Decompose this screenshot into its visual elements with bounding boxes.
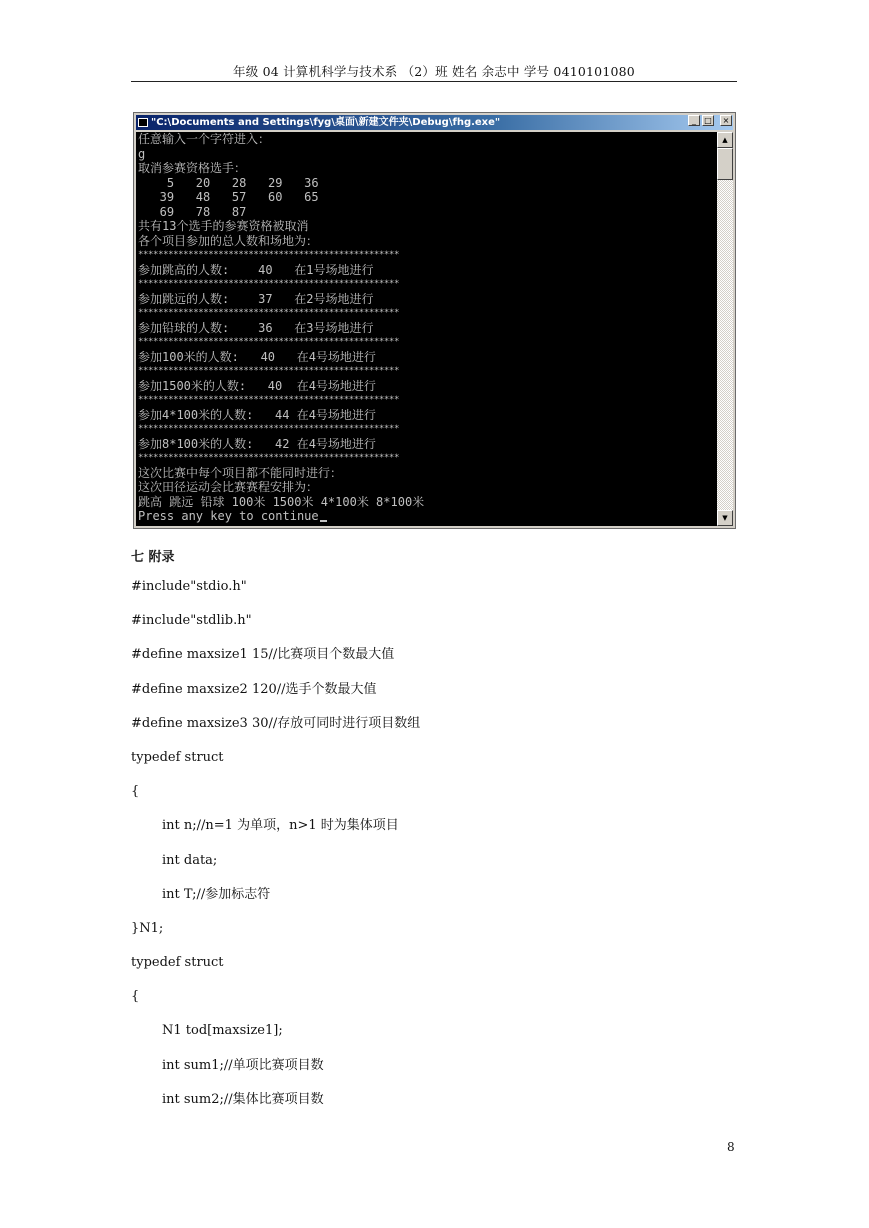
console-line: 这次比赛中每个项目都不能同时进行： [138, 465, 343, 480]
scroll-up-button[interactable]: ▲ [717, 132, 733, 148]
code-line: typedef struct [131, 749, 224, 765]
console-window [133, 112, 736, 529]
header-rule [131, 81, 737, 82]
page-header: 年级 04 计算机科学与技术系 （2）班 姓名 余志中 学号 0410101080 [233, 64, 635, 79]
section-heading: 七 附录 [131, 550, 175, 565]
console-line: 参加8*100米的人数: 42 在4号场地进行 [138, 436, 376, 451]
console-line: 取消参赛资格选手： [138, 161, 247, 175]
page-number: 8 [727, 1140, 735, 1154]
console-line: 参加跳高的人数: 40 在1号场地进行 [138, 262, 374, 277]
code-line: int sum1;//单项比赛项目数 [162, 1057, 324, 1073]
vertical-scrollbar[interactable] [717, 132, 733, 526]
console-line: **************************************************** [138, 395, 399, 405]
console-line: **************************************************** [138, 308, 399, 318]
console-line: 39 48 57 60 65 [138, 190, 319, 204]
code-line: }N1; [131, 920, 164, 936]
code-line: { [131, 989, 140, 1005]
console-title: "C:\Documents and Settings\fyg\桌面\新建文件夹\Debug\fhg.exe" [151, 117, 501, 128]
code-line: #include"stdio.h" [131, 579, 247, 594]
code-line: int sum2;//集体比赛项目数 [162, 1091, 324, 1107]
code-line: typedef struct [131, 955, 224, 971]
code-line: #define maxsize1 15//比赛项目个数最大值 [131, 647, 395, 663]
console-line: 这次田径运动会比赛赛程安排为： [138, 480, 319, 494]
scroll-down-button[interactable]: ▼ [717, 510, 733, 526]
console-app-icon [138, 118, 148, 127]
code-listing [131, 578, 751, 1125]
console-line: 参加100米的人数: 40 在4号场地进行 [138, 349, 376, 364]
console-screen[interactable] [136, 132, 717, 526]
console-line: g [138, 146, 146, 161]
code-line: { [131, 784, 140, 800]
code-line: #include"stdlib.h" [131, 613, 252, 629]
code-line: int T;//参加标志符 [162, 886, 271, 902]
console-line: 任意输入一个字符进入： [138, 132, 271, 146]
window-controls-gap [716, 115, 718, 126]
console-line: **************************************************** [138, 279, 399, 289]
console-line: 参加4*100米的人数: 44 在4号场地进行 [138, 407, 376, 422]
console-line: 共有13个选手的参赛资格被取消 [138, 219, 309, 233]
code-line: int n;//n=1 为单项，n>1 时为集体项目 [162, 818, 399, 834]
console-line: 参加跳远的人数: 37 在2号场地进行 [138, 291, 374, 306]
console-line: **************************************************** [138, 366, 399, 376]
code-line: #define maxsize2 120//选手个数最大值 [131, 681, 377, 697]
console-line: **************************************************** [138, 337, 399, 347]
code-line: #define maxsize3 30//存放可同时进行项目数组 [131, 715, 421, 731]
close-button[interactable]: × [720, 115, 732, 126]
console-line: 跳高 跳远 铅球 100米 1500米 4*100米 8*100米 [138, 494, 425, 509]
console-line: **************************************************** [138, 453, 399, 463]
console-titlebar[interactable] [136, 115, 733, 130]
console-line: 各个项目参加的总人数和场地为： [138, 233, 319, 248]
console-line: 参加铅球的人数: 36 在3号场地进行 [138, 320, 374, 335]
console-line: Press any key to continue [136, 509, 717, 524]
console-line: 69 78 87 [138, 204, 247, 219]
minimize-button[interactable]: _ [688, 115, 700, 126]
code-line: int data; [162, 852, 218, 868]
text-cursor [320, 520, 327, 522]
console-line: **************************************************** [138, 424, 399, 434]
scroll-thumb[interactable] [717, 148, 733, 180]
maximize-button[interactable]: □ [702, 115, 714, 126]
console-line: **************************************************** [138, 250, 399, 260]
window-controls [688, 115, 732, 126]
code-line: N1 tod[maxsize1]; [162, 1023, 283, 1039]
console-line: 参加1500米的人数: 40 在4号场地进行 [138, 378, 376, 393]
console-line: 5 20 28 29 36 [138, 175, 319, 190]
